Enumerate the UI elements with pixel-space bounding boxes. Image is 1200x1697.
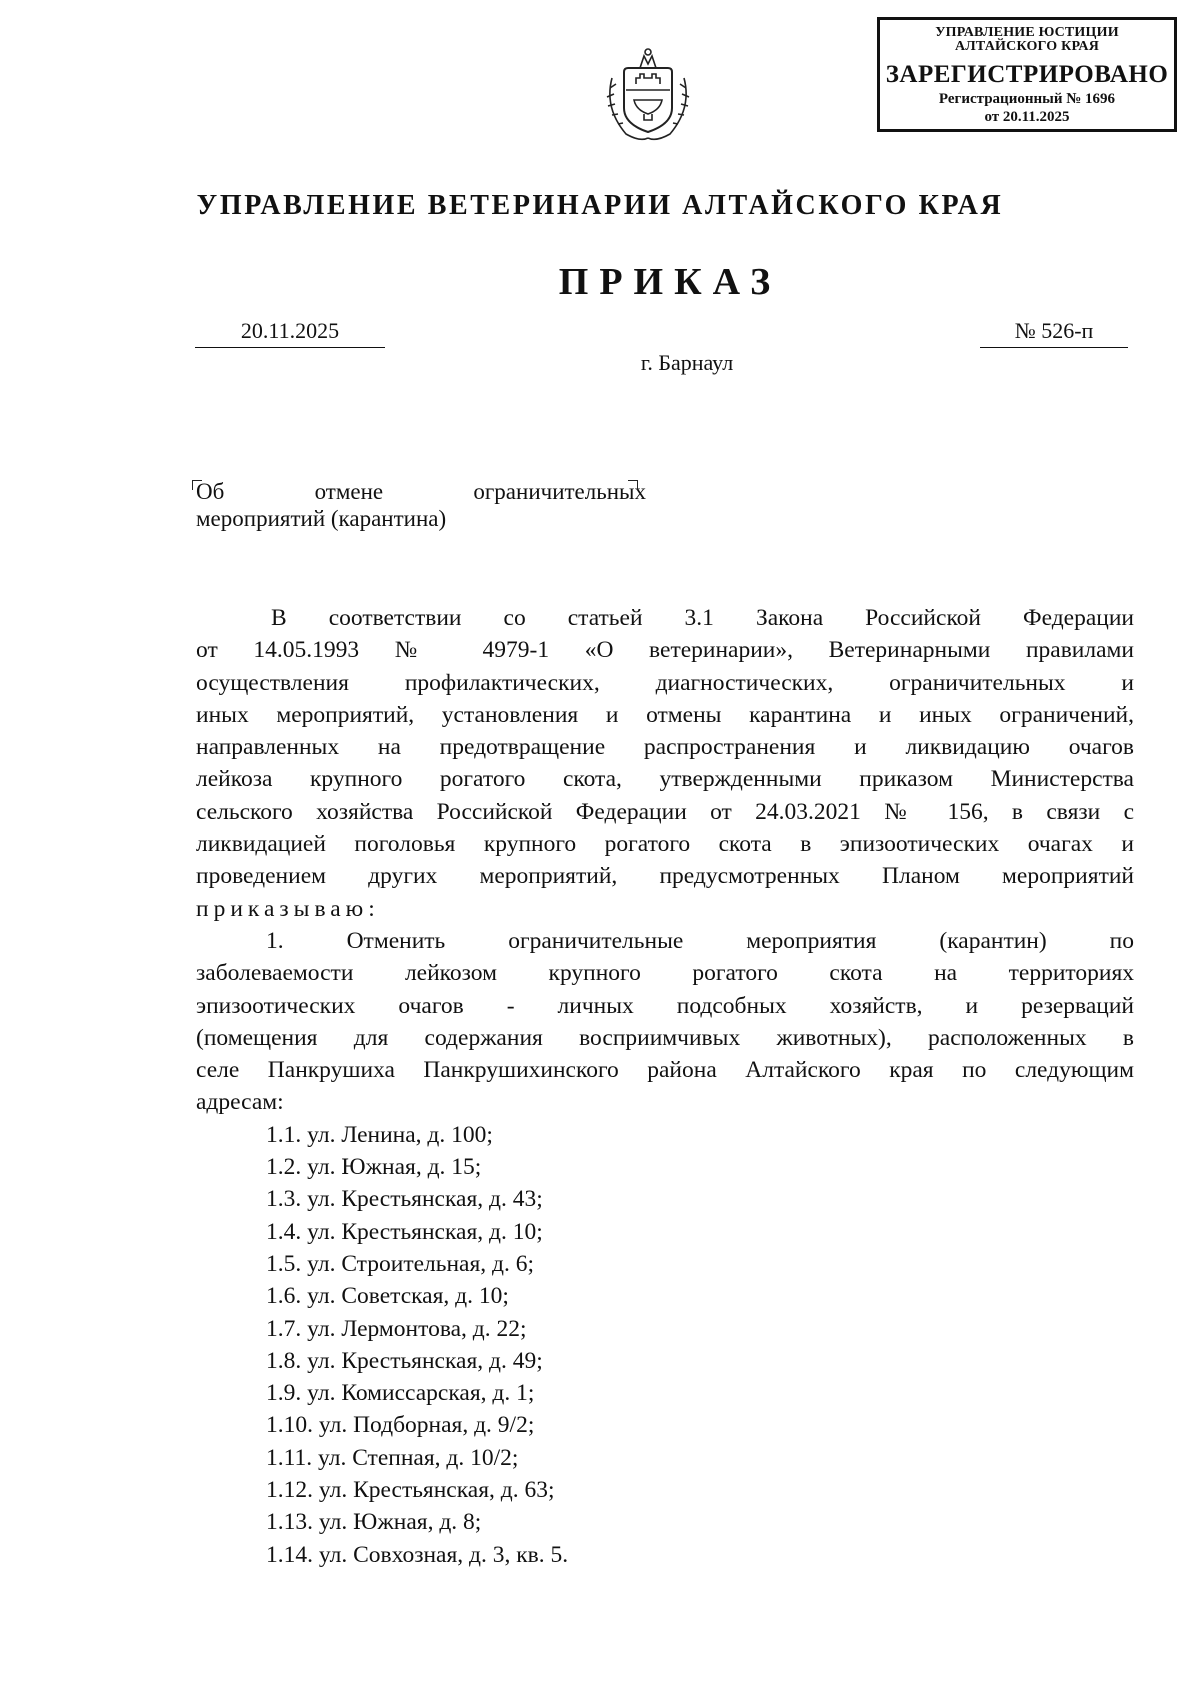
registration-stamp [877, 17, 1177, 132]
stamp-org-line-2: АЛТАЙСКОГО КРАЯ [954, 39, 1100, 54]
address-item: 1.11. ул. Степная, д. 10/2; [266, 1444, 519, 1471]
order-body [196, 602, 1134, 1571]
subject-word: Об [196, 479, 225, 504]
preamble-line: сельского хозяйства Российской Федерации от 24.03.2021 № 156, в связи с [196, 798, 1134, 825]
document-type: ПРИКАЗ [558, 261, 782, 303]
address-item: 1.5. ул. Строительная, д. 6; [266, 1250, 535, 1277]
address-item: 1.10. ул. Подборная, д. 9/2; [266, 1412, 535, 1439]
address-list [196, 1119, 1134, 1571]
preamble-line: направленных на предотвращение распространения и ликвидацию очагов [196, 734, 1134, 761]
address-item: 1.1. ул. Ленина, д. 100; [266, 1121, 493, 1148]
address-item: 1.4. ул. Крестьянская, д. 10; [266, 1218, 543, 1245]
item-1-line: селе Панкрушиха Панкрушихинского района Алтайского края по следующим [196, 1057, 1134, 1084]
agency-title: УПРАВЛЕНИЕ ВЕТЕРИНАРИИ АЛТАЙСКОГО КРАЯ [196, 190, 1004, 221]
item-1-line: заболеваемости лейкозом крупного рогатого скота на территориях [196, 960, 1134, 987]
preamble-line: иных мероприятий, установления и отмены карантина и иных ограничений, [196, 701, 1134, 728]
subject-line-2: мероприятий (карантина) [196, 506, 447, 531]
preamble-line: В соответствии со статьей 3.1 Закона Российской Федерации [271, 605, 1134, 631]
address-item: 1.2. ул. Южная, д. 15; [266, 1154, 482, 1181]
address-item: 1.9. ул. Комиссарская, д. 1; [266, 1380, 535, 1407]
order-word: приказываю: [196, 895, 380, 922]
address-item: 1.6. ул. Советская, д. 10; [266, 1283, 509, 1310]
preamble-line: от 14.05.1993 № 4979-1 «О ветеринарии», Ветеринарными правилами [196, 637, 1134, 664]
subject-bracket-left [192, 480, 202, 490]
item-1-line: адресам: [196, 1089, 284, 1116]
preamble-line: лейкоза крупного рогатого скота, утвержденными приказом Министерства [196, 766, 1134, 793]
order-number: № 526-п [980, 318, 1128, 348]
address-item: 1.12. ул. Крестьянская, д. 63; [266, 1477, 555, 1504]
preamble-line: проведением других мероприятий, предусмотренных Планом мероприятий [196, 863, 1134, 890]
address-item: 1.3. ул. Крестьянская, д. 43; [266, 1186, 543, 1213]
address-item: 1.7. ул. Лермонтова, д. 22; [266, 1315, 527, 1342]
subject-line-1 [196, 478, 646, 505]
preamble-line: ликвидацией поголовья крупного рогатого скота в эпизоотических очагах и [196, 831, 1134, 858]
address-item: 1.14. ул. Совхозная, д. 3, кв. 5. [266, 1541, 569, 1568]
stamp-status: ЗАРЕГИСТРИРОВАНО [885, 61, 1169, 88]
subject-bracket-right [628, 480, 638, 490]
preamble-line: осуществления профилактических, диагностических, ограничительных и [196, 669, 1134, 696]
item-1-line: 1. Отменить ограничительные мероприятия (карантин) по [266, 927, 1134, 954]
order-subject [196, 478, 646, 532]
item-1-line: (помещения для содержания восприимчивых животных), расположенных в [196, 1024, 1134, 1051]
order-date: 20.11.2025 [195, 318, 385, 348]
subject-word: ограничительных [473, 479, 646, 504]
stamp-reg-number: Регистрационный № 1696 [938, 91, 1116, 107]
city: г. Барнаул [640, 350, 734, 375]
subject-word: отмене [314, 479, 384, 504]
altai-krai-coat-of-arms-icon [600, 38, 696, 144]
address-item: 1.8. ул. Крестьянская, д. 49; [266, 1347, 543, 1374]
stamp-org-line-1: УПРАВЛЕНИЕ ЮСТИЦИИ [935, 25, 1119, 40]
address-item: 1.13. ул. Южная, д. 8; [266, 1509, 482, 1536]
item-1-line: эпизоотических очагов - личных подсобных хозяйств, и резерваций [196, 992, 1134, 1019]
stamp-reg-date: от 20.11.2025 [984, 109, 1070, 125]
